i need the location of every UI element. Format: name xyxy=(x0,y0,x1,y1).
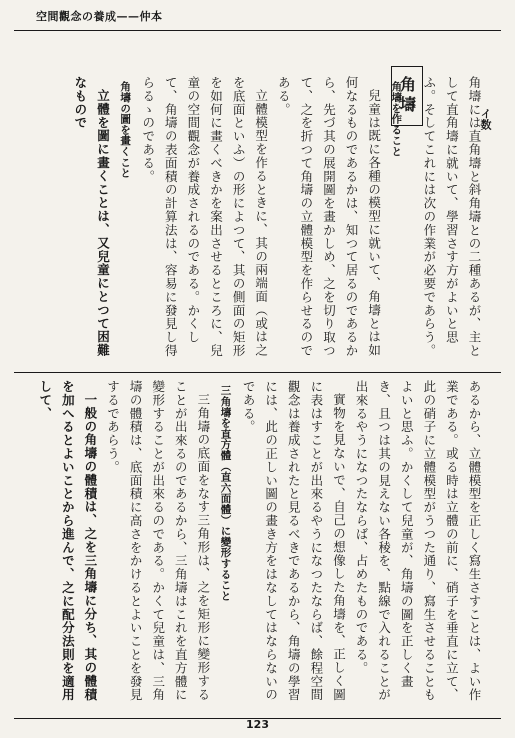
middle-rule xyxy=(14,372,501,373)
paragraph: 三角壔の底面をなす三角形は、之を矩形に變形することが出來るのであるから、三角壔はこれを直方體に變形することが出來るのである。かくて兒童は、三角壔の體積は、底面積に高さをかけるとよいことを發見するであらう。 xyxy=(105,380,211,702)
subheading: 角壔の圖を畫くこと xyxy=(119,81,132,179)
paragraph: あるから、立體模型を正しく寫生さすことは、よい作業である。或る時は立體の前に、硝子を垂直に立て、此の硝子に立體模型がうつた通り、寫生させることもよいと思ふ。かくして兒童が、角壔の圖を正しく畫き、且つは其の見えない各稜を、點線で入れることが出來るやうになつたならば、占めたものである。 xyxy=(354,380,482,702)
subheading: 三角壔を直方體（直六面體）に變形すること xyxy=(219,385,232,602)
header-rule xyxy=(14,30,501,31)
page-number: 123 xyxy=(246,718,269,731)
section-marker: イ数 xyxy=(479,108,492,130)
lower-text-block xyxy=(37,380,485,712)
subheading: 角壔を作ること xyxy=(390,81,403,157)
paragraph: 一般の角壔の體積は、之を三角壔に分ち、其の體積を加へるとよいことから進んで、之に配分法則を適用して、 xyxy=(37,380,98,702)
paragraph: 角壔には直角壔と斜角壔との二種あるが、主として直角壔に就いて、學習さす方がよいと思ふ。そしてこれには次の作業が必要であらう。 xyxy=(421,76,482,358)
upper-text-block xyxy=(55,76,485,368)
paragraph: 實物を見ないで、自己の想像した角壔を、正しく圖に表はすことが出來るやうになつたならば、餘程空間觀念は養成されたと見るべきであるから、角壔の學習には、此の正しい圖の畫き方をはなしてはならないのである。 xyxy=(241,380,347,702)
running-header: 空間觀念の養成——仲本 xyxy=(36,10,163,23)
paragraph: 立體模型を作るときに、其の兩端面（或は之を底面といふ）の形によつて、其の側面の矩形を如何に畫くべきかを案出させるところに、兒童の空間觀念が養成されるのである。かくして、角壔の表面積の計算法は、容易に發見し得らるゝのである。 xyxy=(140,76,269,358)
paragraph: 兒童は既に各種の模型に就いて、角壔とは如何なるものであるかは、知つて居るのであるから、先づ其の展開圖を畫かしめ、之を切り取つて、之を折つて角壔の立體模型を作らせるのである。 xyxy=(276,76,382,358)
paragraph: 立體を圖に畫くことは、又兒童にとつて困難なもので xyxy=(72,76,111,357)
section-title-box: 角壔 xyxy=(391,66,423,126)
spacer xyxy=(407,76,417,368)
